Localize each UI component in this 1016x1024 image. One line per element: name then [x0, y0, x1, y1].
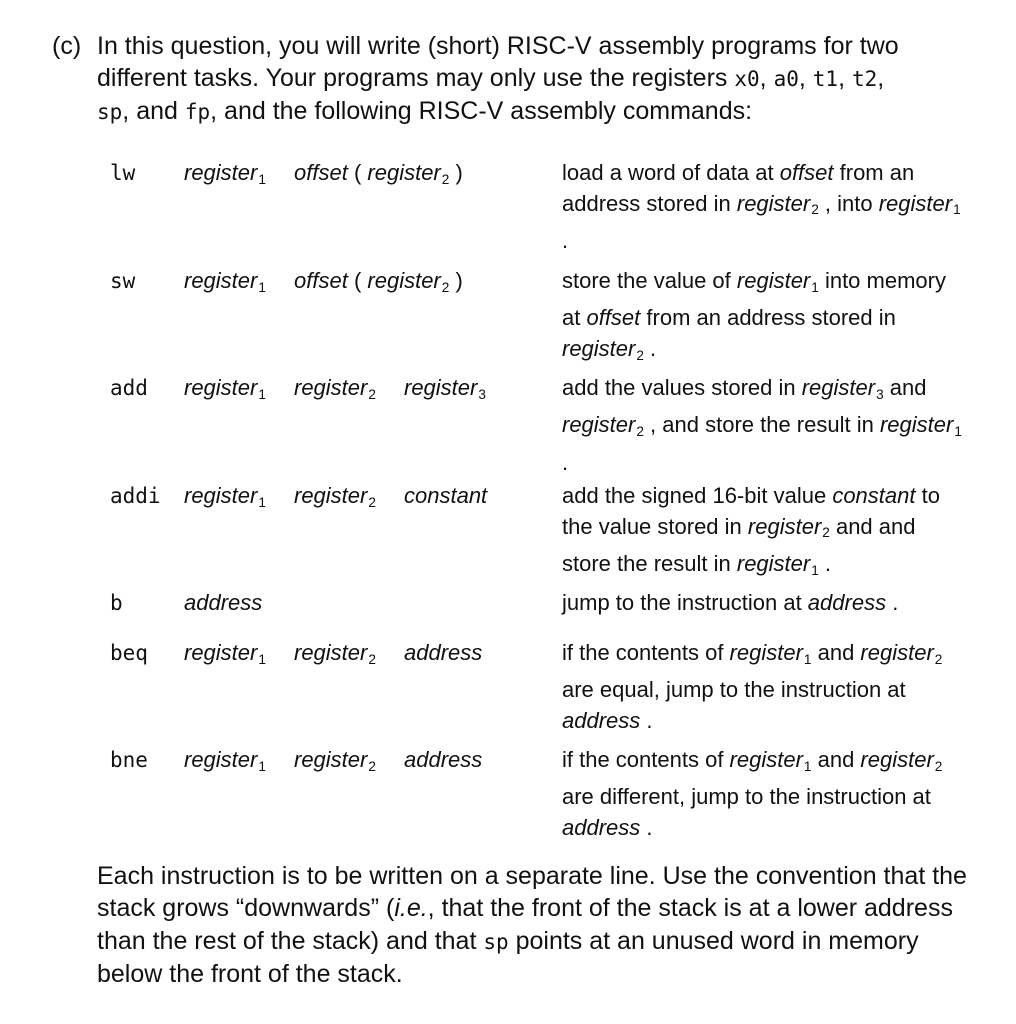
command-name: addi: [110, 484, 161, 508]
ie-abbreviation: i.e.: [394, 894, 428, 923]
register-x0: x0: [734, 67, 760, 91]
arg-address: address: [404, 747, 483, 772]
arg-register1: register$_1$: [184, 160, 266, 187]
command-description: add the values stored in register$_3$ and register$_2$ , and store the result in register$_1$ .: [562, 375, 962, 475]
intro-text-part: , and: [122, 97, 185, 125]
comma: ,: [759, 64, 774, 92]
arg-register1: register$_1$: [184, 268, 266, 295]
intro-text: [97, 30, 952, 128]
command-description: jump to the instruction at address .: [562, 590, 899, 615]
arg-address: address: [404, 640, 483, 665]
arg-address: address: [184, 590, 263, 615]
arg-register1: register$_1$: [184, 483, 266, 510]
arg-constant: constant: [404, 483, 488, 508]
intro-text-part: , and the following RISC-V assembly commands:: [210, 97, 753, 125]
register-sp: sp: [483, 929, 509, 954]
command-name: b: [110, 591, 123, 615]
register-t2: t2: [851, 67, 878, 91]
arg-register2: register$_2$: [294, 375, 376, 402]
command-description: store the value of register$_1$ into memory at offset from an address stored in register$_2$ .: [562, 268, 946, 363]
command-name: beq: [110, 641, 148, 665]
arg-register1: register$_1$: [184, 375, 266, 402]
command-description: if the contents of register$_1$ and register$_2$ are different, jump to the instruction at address .: [562, 747, 943, 840]
command-description: if the contents of register$_1$ and register$_2$ are equal, jump to the instruction at address .: [562, 640, 943, 733]
arg-offset-register2: offset ( register$_2$ ): [294, 160, 463, 187]
comma: ,: [877, 64, 885, 92]
arg-offset-register2: offset ( register$_2$ ): [294, 268, 463, 295]
comma: ,: [838, 64, 852, 92]
register-t1: t1: [812, 67, 839, 91]
command-name: sw: [110, 269, 136, 293]
command-name: bne: [110, 748, 148, 772]
question-intro: [52, 30, 952, 128]
register-sp: sp: [97, 100, 123, 124]
arg-register1: register$_1$: [184, 747, 266, 774]
comma: ,: [798, 64, 813, 92]
arg-register2: register$_2$: [294, 747, 376, 774]
intro-text-part: In this question, you will write (short) RISC-V assembly programs for two different tasks. Your programs may only use the registers: [97, 32, 899, 92]
command-name: lw: [110, 161, 136, 185]
arg-register2: register$_2$: [294, 483, 376, 510]
register-a0: a0: [773, 67, 799, 91]
arg-register2: register$_2$: [294, 640, 376, 667]
arg-register1: register$_1$: [184, 640, 266, 667]
question-label: (c): [52, 32, 82, 60]
command-description: load a word of data at offset from an address stored in register$_2$ , into register$_1$ .: [562, 160, 961, 253]
arg-register3: register$_3$: [404, 375, 486, 402]
command-name: add: [110, 376, 148, 400]
conventions-paragraph: Each instruction is to be written on a separate line. Use the convention that the stack grows “downwards” (i.e., that the front of the stack is at a lower address than the rest of the stack) and that sp points at an unused word in memory below the front of the stack.: [97, 862, 967, 988]
register-fp: fp: [184, 100, 211, 124]
command-description: add the signed 16-bit value constant to the value stored in register$_2$ and and store the result in register$_1$ .: [562, 483, 940, 578]
